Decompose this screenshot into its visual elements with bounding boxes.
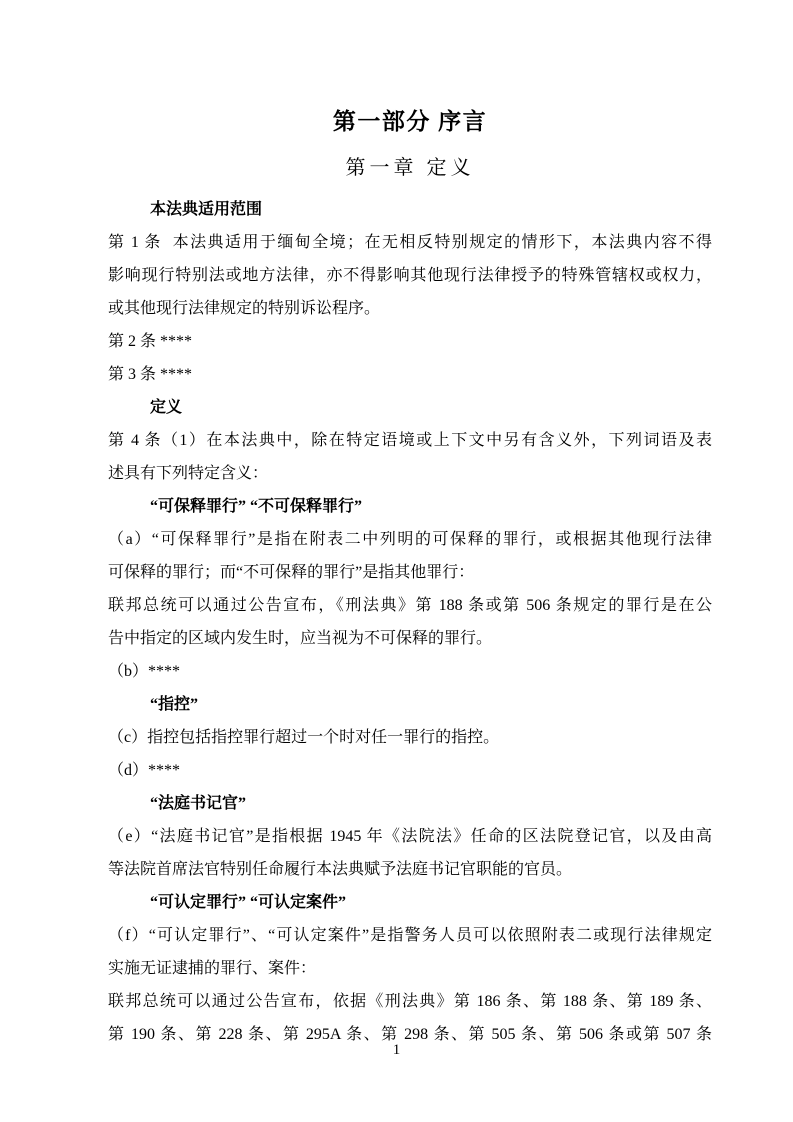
body-line: （e）“法庭书记官”是指根据 1945 年《法院法》任命的区法院登记官，以及由高 xyxy=(108,828,712,845)
body-line: （a）“可保释罪行”是指在附表二中列明的可保释的罪行，或根据其他现行法律 xyxy=(108,531,712,548)
definition-heading-charge: “指控” xyxy=(150,696,199,713)
body-line: 告中指定的区域内发生时，应当视为不可保释的罪行。 xyxy=(108,630,493,647)
section-heading-definitions: 定义 xyxy=(150,399,183,416)
body-line: 第 4 条（1）在本法典中，除在特定语境或上下文中另有含义外，下列词语及表 xyxy=(108,432,712,449)
body-line-item-c: （c）指控包括指控罪行超过一个时对任一罪行的指控。 xyxy=(108,729,500,746)
body-line: 第 190 条、第 228 条、第 295A 条、第 298 条、第 505 条、第 506 条或第 507 条 xyxy=(108,1026,712,1043)
definition-heading-bailable: “可保释罪行” “不可保释罪行” xyxy=(150,498,363,515)
body-line: 影响现行特别法或地方法律，亦不得影响其他现行法律授予的特殊管辖权或权力， xyxy=(108,267,712,284)
chapter-title: 第一章 定义 xyxy=(345,157,475,179)
body-line: 述具有下列特定含义： xyxy=(108,465,269,482)
document-content xyxy=(108,105,712,1051)
body-line-item-d: （d）**** xyxy=(108,762,181,779)
body-line: 或其他现行法律规定的特别诉讼程序。 xyxy=(108,300,381,317)
body-line: （f）“可认定罪行”、“可认定案件”是指警务人员可以依照附表二或现行法律规定 xyxy=(108,927,712,944)
body-line-item-b: （b）**** xyxy=(108,663,181,680)
body-line: 实施无证逮捕的罪行、案件： xyxy=(108,960,317,977)
definition-heading-clerk: “法庭书记官” xyxy=(150,795,247,812)
body-line: 可保释的罪行；而“不可保释的罪行”是指其他罪行： xyxy=(108,564,475,581)
body-line: 第 1 条 本法典适用于缅甸全境；在无相反特别规定的情形下，本法典内容不得 xyxy=(108,234,712,251)
definition-heading-cognizable: “可认定罪行” “可认定案件” xyxy=(150,894,347,911)
part-title: 第一部分 序言 xyxy=(332,109,488,134)
section-heading-scope: 本法典适用范围 xyxy=(150,201,263,218)
page-number: 1 xyxy=(392,1042,401,1058)
body-line: 联邦总统可以通过公告宣布，依据《刑法典》第 186 条、第 188 条、第 189 条、 xyxy=(108,993,712,1010)
body-line: 联邦总统可以通过公告宣布，《刑法典》第 188 条或第 506 条规定的罪行是在公 xyxy=(108,597,712,614)
body-line-article-2: 第 2 条 **** xyxy=(108,333,193,350)
body-line: 等法院首席法官特别任命履行本法典赋予法庭书记官职能的官员。 xyxy=(108,861,573,878)
document-body xyxy=(108,193,712,1051)
body-line-article-3: 第 3 条 **** xyxy=(108,366,193,383)
